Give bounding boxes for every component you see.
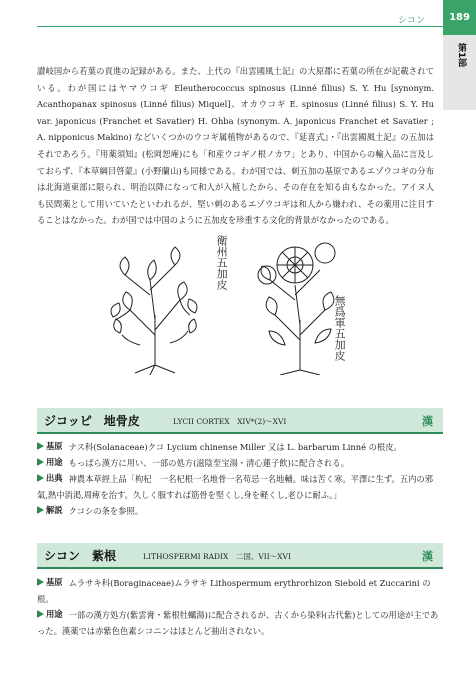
figure-caption-left: 衛州五加皮: [215, 235, 229, 290]
figure-caption-right: 無爲軍五加皮: [333, 295, 347, 361]
entry-row: [37, 502, 443, 519]
entry-row: [37, 438, 443, 455]
row-text: もっぱら漢方に用い、一部の処方(滋陰至宝湯・清心蓮子飲)に配合される。: [68, 458, 349, 468]
entry-category-tag: 漢: [422, 415, 433, 428]
row-label: 用途: [37, 454, 63, 470]
entry-header-jikoppi: [37, 408, 443, 434]
row-text: 一部の漢方処方(紫雲膏・紫根牡蠣湯)に配合されるが、古くから染料(古代紫)としての用途が主であった。漢薬では赤紫色色素シコニンはほとんど抽出されない。: [37, 610, 439, 636]
entry-row: [37, 606, 443, 639]
triangle-marker-icon: [37, 506, 44, 514]
body-paragraph: 讃岐国から若葉の貢進の記録がある。また、上代の『出雲國風土記』の大原郡に若葉の所在が記載されている。わが国にはヤマウコギ Eleutherococcus spinosus (Linné filius) S. Y. Hu [synonym. Acanthopanax spinosus (Linné filius) Miquel]、オカウコギ E. spinosus (Linné filius) S. Y. Hu var. japonicus (Franchet et Savatier) H. Ohba (synonym. A. japonicus Franchet et Savatier ; A. nipponicus Makino) などいくつかのウコギ属植物があるので、『延喜式』・『出雲國風土記』の五加はそれであろう。『用薬須知』(松岡恕庵)にも「和産ウコギノ根ノカワ」とあり、中国からの輸入品に言及しておらず、『本草綱目啓蒙』(小野蘭山)も同様である。わが国では、刺五加の基原であるエゾウコギの分布は北海道東部に限られ、明治以降になって和人が入植したから、その存在を知る由もなかった。アイヌ人も民間薬として用いていたといわれるが、堅い刺のあるエゾウコギは和人から嫌われ、その薬用に注目することはなかった。わが国では中国のように五加皮を珍重する文化的背景がなかったのである。: [37, 66, 434, 226]
row-label: 基原: [37, 574, 63, 590]
row-text: クコシの条を参照。: [68, 506, 144, 516]
triangle-marker-icon: [37, 458, 44, 466]
row-text: ムラサキ科(Boraginaceae)ムラサキ Lithospermum erythrorhizon Siebold et Zuccarini の根。: [37, 578, 431, 604]
triangle-marker-icon: [37, 610, 44, 618]
row-label: 出典: [37, 470, 63, 486]
triangle-marker-icon: [37, 442, 44, 450]
header-rule: [37, 26, 443, 27]
entry-title: ジコッピ 地骨皮: [44, 414, 140, 428]
entry-row: [37, 454, 443, 471]
entry-row: [37, 470, 443, 503]
running-header-section: シコン: [398, 16, 426, 26]
entry-row: [37, 574, 443, 607]
triangle-marker-icon: [37, 474, 44, 482]
row-text: 神農本草經上品「枸杞 一名杞根一名地骨一名苟忌一名地輔。味は苦く寒。平澤に生ず。五内の邪氣,熱中消渇,周痺を治す。久しく服すれば筋骨を堅くし,身を軽くし,老ひに耐ふ。」: [37, 474, 434, 500]
entry-latin-name: LITHOSPERMI RADIX 二国、VII〜XVI: [143, 552, 291, 561]
entry-category-tag: 漢: [422, 550, 433, 563]
page-number: 189: [443, 0, 476, 35]
row-text: ナス科(Solanaceae)クコ Lycium chinense Miller 又は L. barbarum Linné の根皮。: [68, 442, 402, 452]
entry-header-shikon: [37, 543, 443, 569]
entry-title: シコン 紫根: [44, 549, 117, 563]
row-label: 基原: [37, 438, 63, 454]
row-label: 解説: [37, 502, 63, 518]
herb-illustration: [95, 225, 395, 375]
plant-drawings: [95, 225, 395, 375]
part-tab: [443, 35, 476, 110]
part-label: 第1部: [456, 43, 466, 68]
row-label: 用途: [37, 606, 63, 622]
triangle-marker-icon: [37, 578, 44, 586]
entry-latin-name: LYCII CORTEX XIV*(2)〜XVI: [173, 417, 287, 426]
